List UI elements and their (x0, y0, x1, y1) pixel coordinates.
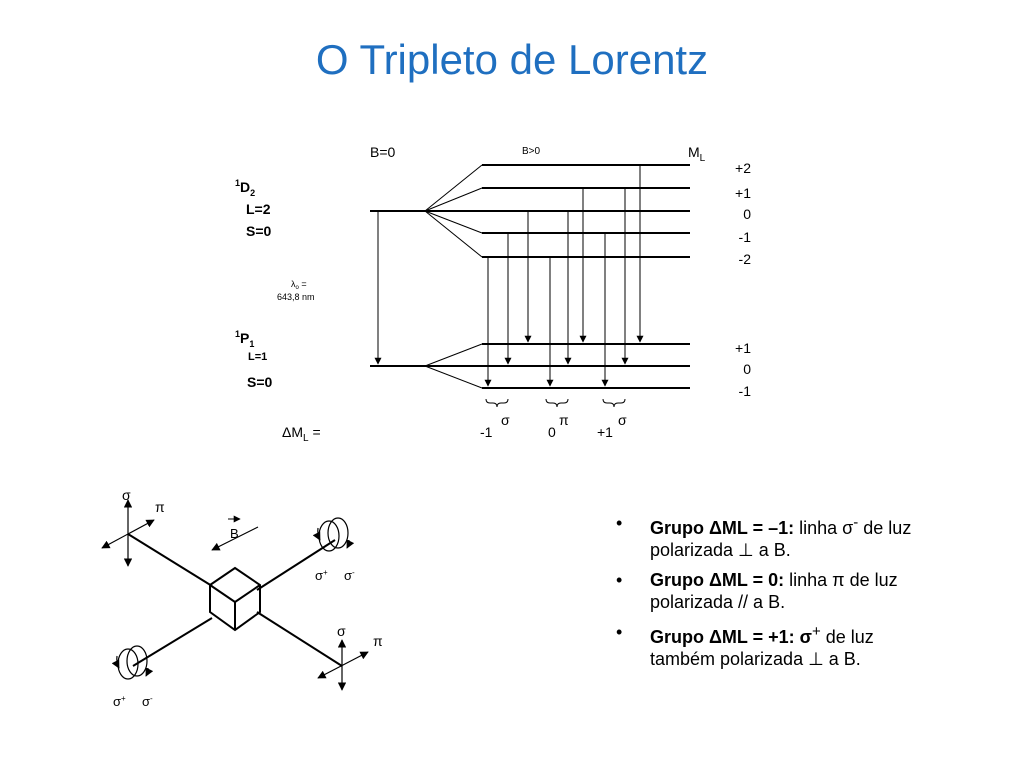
group-type: σ (618, 412, 627, 428)
bullet-heading: Grupo ΔML = 0: (650, 570, 785, 590)
top-pi-label: π (155, 499, 165, 515)
transition-arrows (488, 165, 640, 386)
left-sigma-minus: σ- (142, 694, 153, 709)
bullet-marker: • (616, 513, 623, 533)
top-sigma-label: σ (122, 487, 131, 503)
group-braces (486, 399, 625, 407)
bullet-heading: Grupo ΔML = +1: (650, 627, 795, 647)
group-type: π (559, 412, 569, 428)
wavelength-value: 643,8 nm (277, 292, 315, 302)
bullet-text-2: de luz também polarizada ⊥ a B. (650, 627, 874, 669)
ml-value: -1 (738, 383, 751, 399)
circular-polarization-left (117, 646, 148, 679)
delta-ml-label: $\Delta M_L$ = (282, 424, 321, 444)
polarization-cross-top (102, 500, 154, 566)
bullet-text-2: de luz polarizada // a B. (650, 570, 898, 612)
bullet-text: linha (784, 570, 833, 590)
ml-value: +1 (735, 340, 751, 356)
ml-value: 0 (743, 361, 751, 377)
ml-value: +1 (735, 185, 751, 201)
left-sigma-plus: σ+ (113, 694, 126, 709)
group-value: 0 (548, 424, 556, 440)
bottom-pi-label: π (373, 633, 383, 649)
bullet-symbol: σ (842, 518, 854, 538)
bullet-text: linha (794, 518, 843, 538)
bullet-marker: • (616, 570, 623, 590)
bullet-item (612, 569, 942, 613)
energy-level-diagram (370, 165, 690, 407)
bullet-heading: Grupo ΔML = –1: (650, 518, 795, 538)
right-sigma-plus: σ+ (315, 568, 328, 583)
ml-label: $M_L$ (688, 144, 706, 164)
bullet-symbol-sup: - (853, 514, 859, 531)
bottom-sigma-label: σ (337, 623, 346, 639)
bullet-symbol: σ (799, 627, 812, 647)
polarization-cross-bottom (318, 640, 368, 690)
light-source-cube (210, 568, 260, 630)
ml-value: 0 (743, 206, 751, 222)
bullet-text-2: de luz polarizada ⊥ a B. (650, 518, 912, 560)
bullet-item (612, 621, 942, 670)
bullet-symbol: π (832, 570, 845, 590)
lower-state-term: $^1P_1$ (235, 329, 255, 349)
group-value: +1 (597, 424, 613, 440)
b0-label: B=0 (370, 144, 396, 160)
bullet-item (612, 512, 942, 561)
slide-title: O Tripleto de Lorentz (315, 36, 709, 83)
beam-axis-upper-left (128, 534, 212, 586)
beam-axis-lower-right (257, 612, 342, 666)
group-value: -1 (480, 424, 493, 440)
ml-value: -2 (738, 251, 751, 267)
circular-polarization-right (318, 518, 349, 551)
lower-state-l: L=1 (248, 351, 268, 363)
bullet-symbol-sup: + (811, 623, 821, 640)
beam-axis-lower-left (133, 618, 212, 666)
right-sigma-minus: σ- (344, 568, 355, 583)
bgt0-label: B>0 (522, 146, 541, 157)
explanation-bullets (612, 512, 942, 678)
lower-ml-values (735, 340, 751, 399)
ml-value: +2 (735, 160, 751, 176)
ml-value: -1 (738, 229, 751, 245)
group-type: σ (501, 412, 510, 428)
bullet-marker: • (616, 622, 623, 642)
upper-state-s: S=0 (246, 223, 272, 239)
wavelength-label: $\lambda_o$ = (291, 279, 307, 291)
upper-state-term: $^1D_2$ (235, 178, 256, 198)
field-label: B (230, 526, 239, 541)
upper-ml-values (735, 160, 751, 267)
lower-state-s: S=0 (247, 374, 273, 390)
upper-state-l: L=2 (246, 201, 271, 217)
